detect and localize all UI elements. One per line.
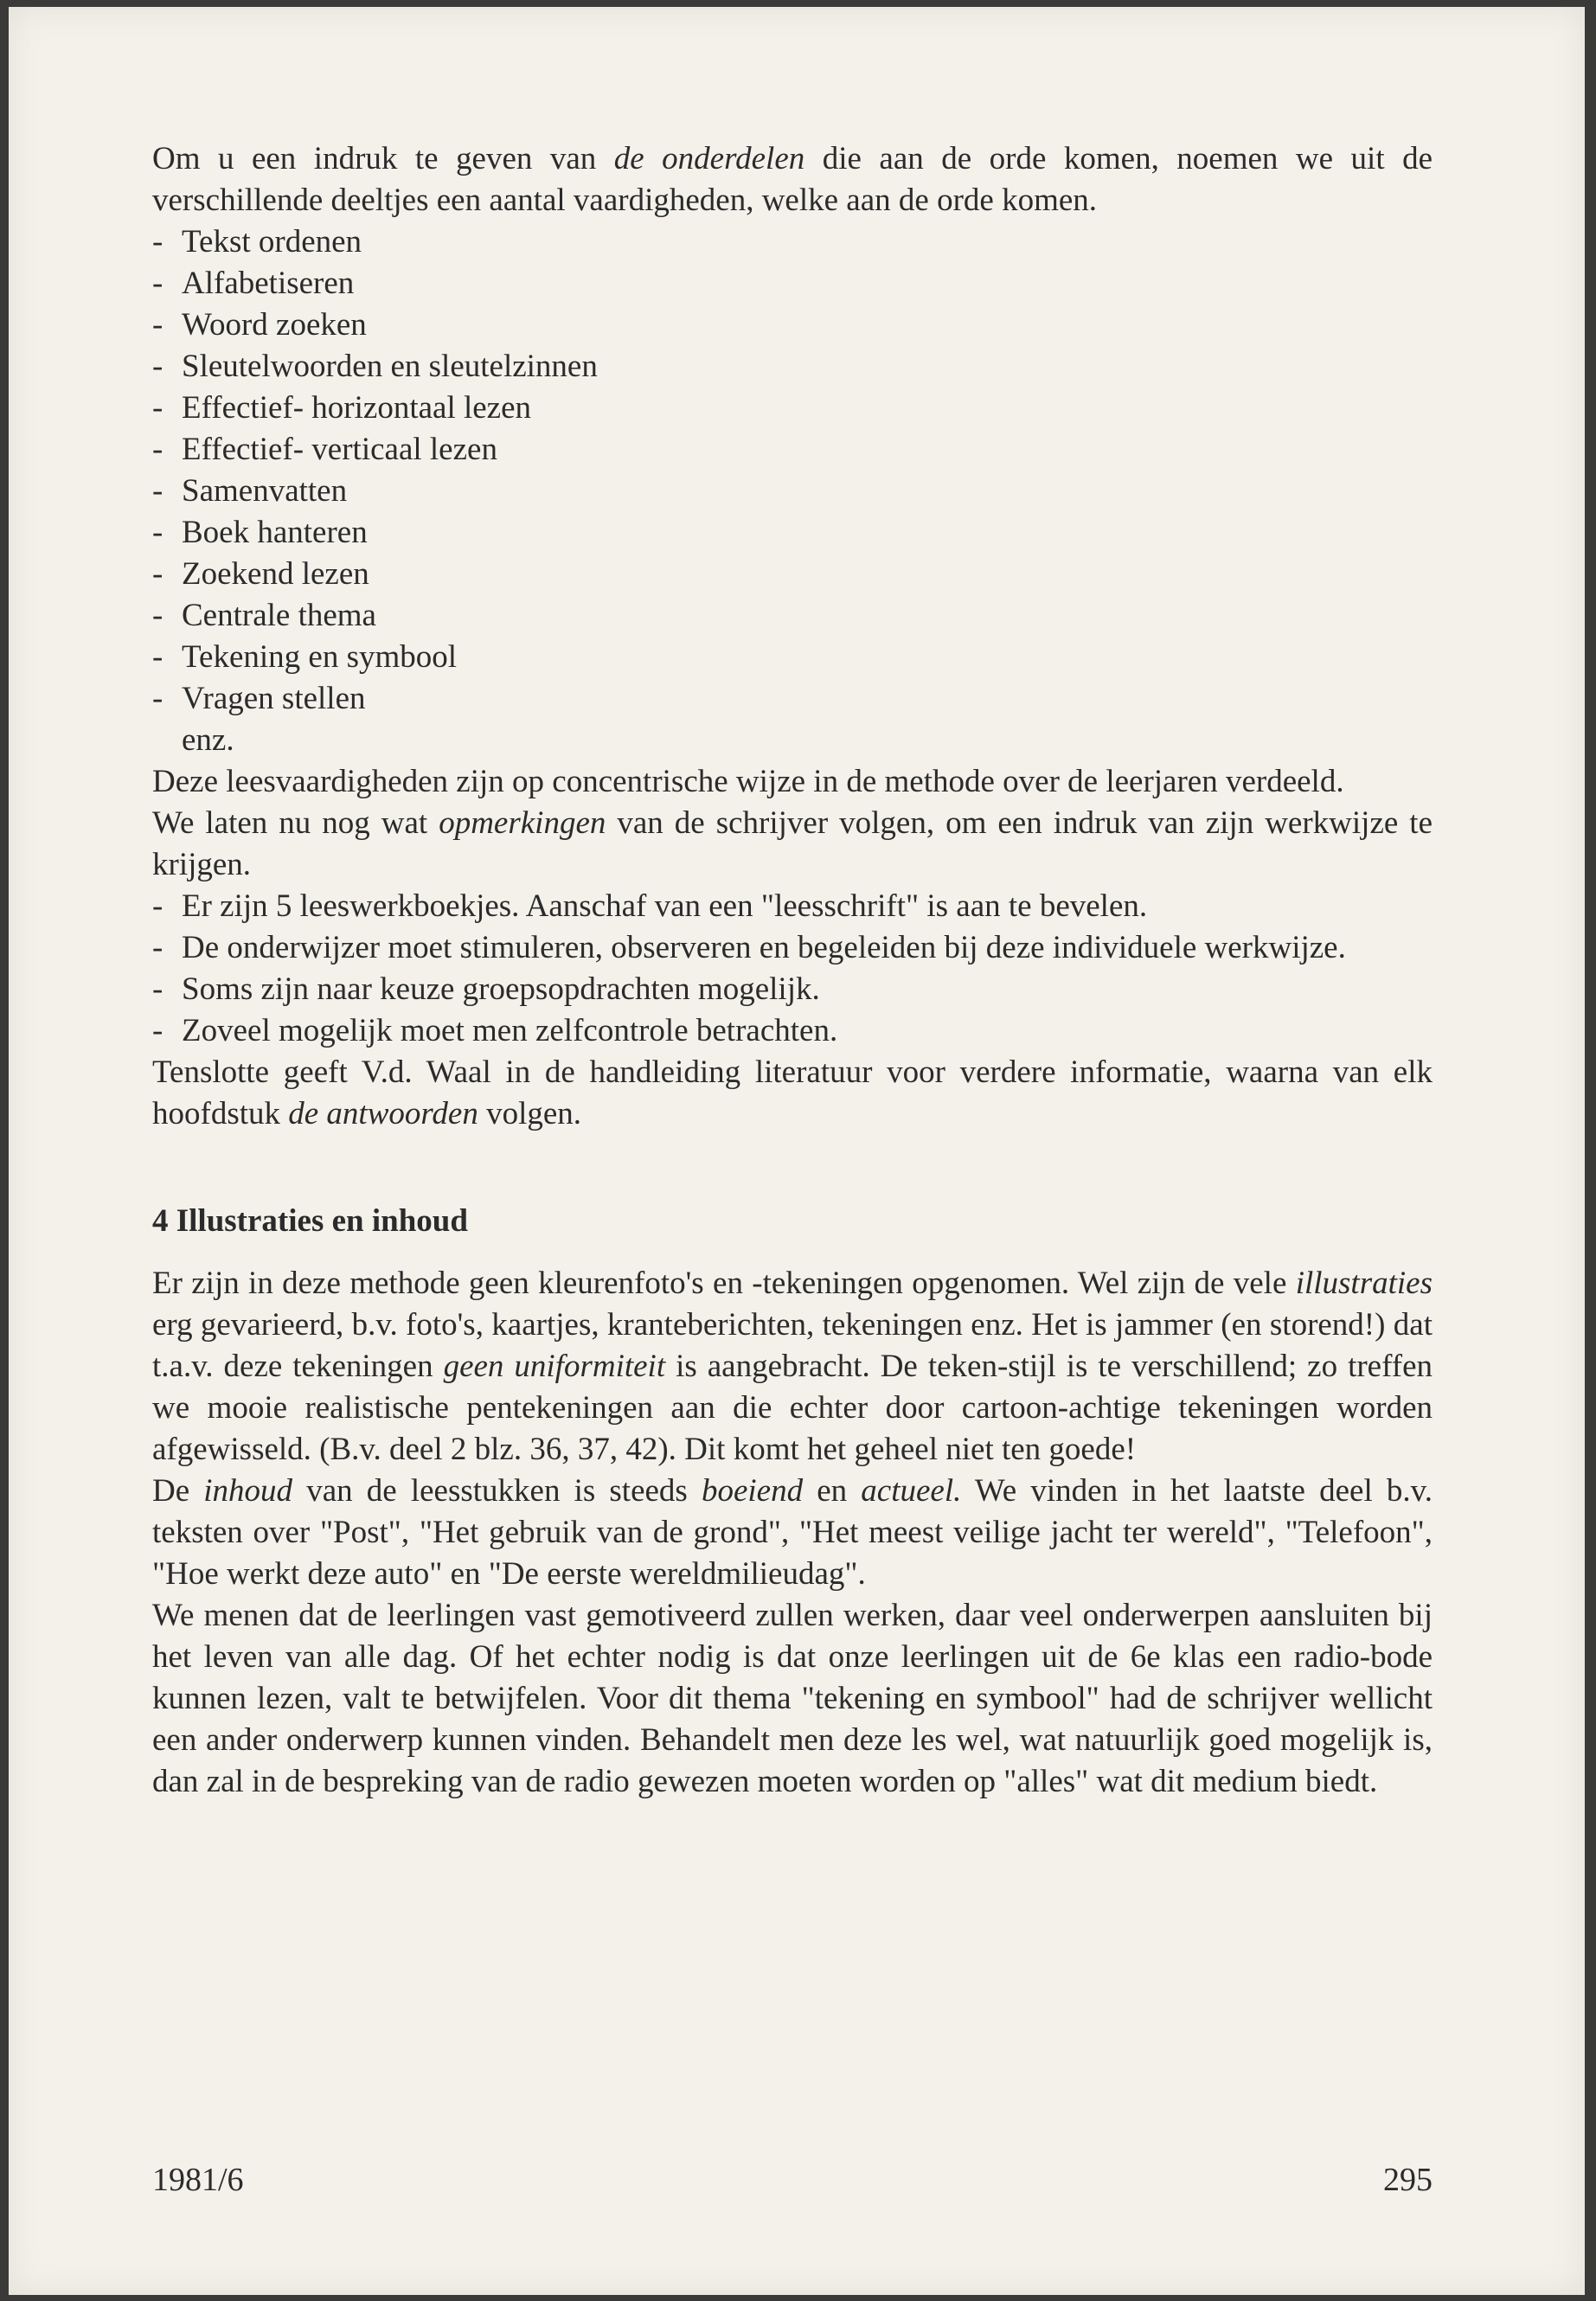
skills-list [152,221,1433,720]
list-item: - Effectief- verticaal lezen [152,429,1433,471]
list-item: - Tekst ordenen [152,221,1433,263]
paragraph-inhoud: De inhoud van de leesstukken is steeds boeiend en actueel. We vinden in het laatste deel b.v. teksten over "Post", "Het gebruik van de grond", "Het meest veilige jacht ter wereld", "Telefoon", "Hoe werkt deze auto" en "De eerste wereldmilieudag". [152,1473,1433,1592]
list-item: - De onderwijzer moet stimuleren, observeren en begeleiden bij deze individuele werkwijze. [152,927,1433,969]
list-item: - Er zijn 5 leeswerkboekjes. Aanschaf van een "leesschrift" is aan te bevelen. [152,886,1433,927]
paragraph-menen: We menen dat de leerlingen vast gemotiveerd zullen werken, daar veel onderwerpen aansluiten bij het leven van alle dag. Of het echter nodig is dat onze leerlingen uit de 6e klas een radio-bode kunnen lezen, valt te betwijfelen. Voor dit thema "tekening en symbool" had de schrijver wellicht een ander onderwerp kunnen vinden. Behandelt men deze les wel, wat natuurlijk goed mogelijk is, dan zal in de bespreking van de radio gewezen moeten worden op "alles" wat dit medium biedt. [152,1598,1433,1799]
list-item: - Tekening en symbool [152,637,1433,678]
opmerkingen-emphasis: opmerkingen [439,805,606,841]
document-page [9,7,1585,2295]
remarks-list [152,886,1433,1052]
intro-emphasis: de onderdelen [613,141,805,176]
paragraph-tenslotte: Tenslotte geeft V.d. Waal in de handleiding literatuur voor verdere informatie, waarna van elk hoofdstuk de antwoorden volgen. [152,1054,1433,1131]
list-item: - Alfabetiseren [152,263,1433,304]
list-item: - Soms zijn naar keuze groepsopdrachten mogelijk. [152,969,1433,1010]
list-item: - Sleutelwoorden en sleutelzinnen [152,346,1433,388]
list-item: - Zoekend lezen [152,554,1433,595]
section-heading: 4 Illustraties en inhoud [152,1203,468,1239]
paragraph-opmerkingen: We laten nu nog wat opmerkingen van de schrijver volgen, om een indruk van zijn werkwijze te krijgen. [152,805,1433,882]
list-item: - Centrale thema [152,595,1433,637]
list-item: - Woord zoeken [152,304,1433,346]
antwoorden-emphasis: de antwoorden [288,1096,478,1131]
list-item: - Samenvatten [152,471,1433,512]
page-footer [152,2161,1433,2199]
list-item: - Vragen stellen [152,678,1433,720]
paragraph-verdeeld: Deze leesvaardigheden zijn op concentrische wijze in de methode over de leerjaren verdeeld. [152,764,1344,799]
list-continuation: enz. [182,722,234,758]
page-body [152,138,1433,1803]
paragraph-illustraties: Er zijn in deze methode geen kleurenfoto's en -tekeningen opgenomen. Wel zijn de vele illustraties erg gevarieerd, b.v. foto's, kaartjes, kranteberichten, tekeningen enz. Het is jammer (en storend!) dat t.a.v. deze tekeningen geen uniformiteit is aangebracht. De teken-stijl is te verschillend; zo treffen we mooie realistische pentekeningen aan die echter door cartoon-achtige tekeningen worden afgewisseld. (B.v. deel 2 blz. 36, 37, 42). Dit komt het geheel niet ten goede! [152,1266,1433,1467]
list-item: - Effectief- horizontaal lezen [152,388,1433,429]
issue-number: 1981/6 [152,2162,244,2198]
list-item: - Zoveel mogelijk moet men zelfcontrole betrachten. [152,1010,1433,1052]
list-item: - Boek hanteren [152,512,1433,554]
page-number: 295 [1383,2162,1433,2198]
intro-paragraph: Om u een indruk te geven van de onderdelen die aan de orde komen, noemen we uit de verschillende deeltjes een aantal vaardigheden, welke aan de orde komen. [152,141,1433,218]
